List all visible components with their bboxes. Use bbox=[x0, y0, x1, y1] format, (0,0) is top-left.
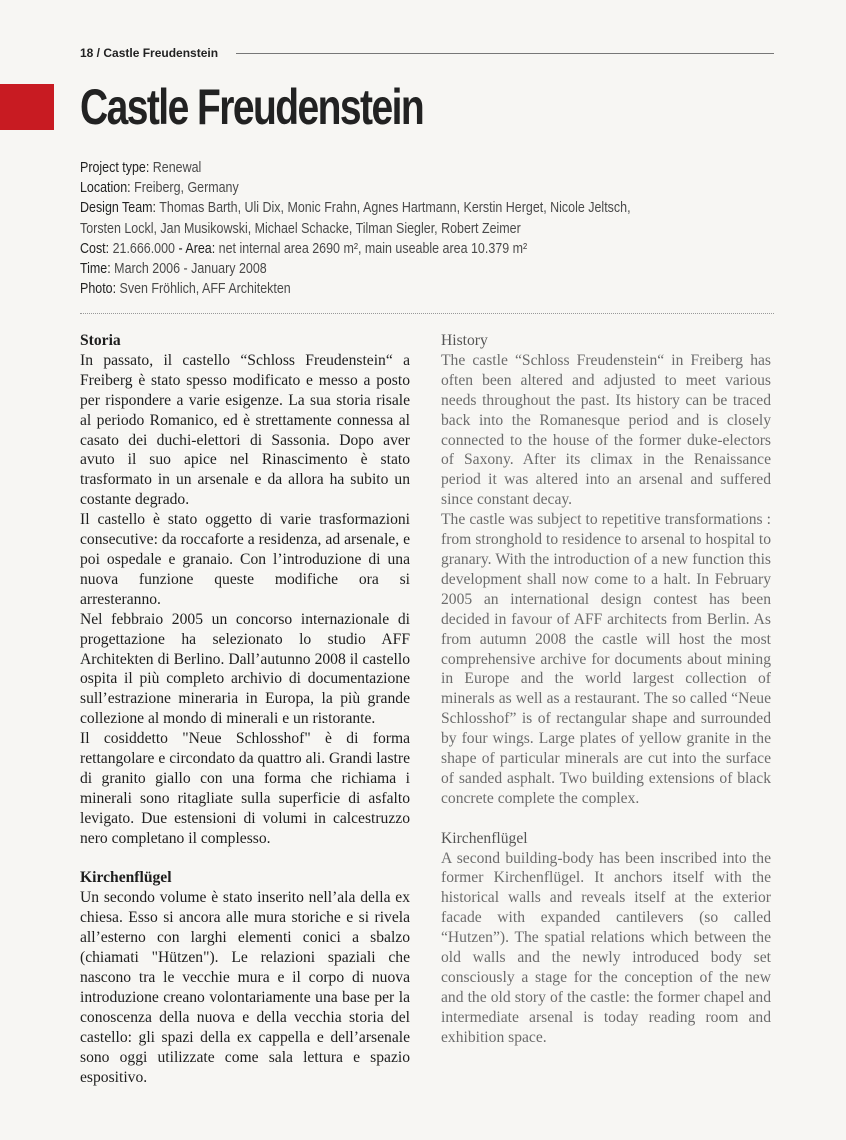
photo-line bbox=[80, 279, 734, 299]
page-label: 18 / Castle Freudenstein bbox=[80, 46, 219, 60]
page-title: Castle Freudenstein bbox=[80, 79, 424, 135]
design-team-line-2 bbox=[80, 219, 734, 239]
storia-paragraph-3: Nel febbraio 2005 un concorso internazionale di progettazione ha selezionato lo studio AFF Architekten di Berlino. Dall’autunno 2008 il castello ospita il più completo archivio di documentazione sull’estrazione mineraria in Europa, la più grande collezione al mondo di minerali e un ristorante. bbox=[80, 610, 410, 728]
storia-paragraph-2: Il castello è stato oggetto di varie trasformazioni consecutive: da roccaforte a residenza, ad arsenale, e poi ospedale e granaio. Con l’introduzione di una nuova funzione queste modifiche ora si arresteranno. bbox=[80, 511, 410, 608]
english-column bbox=[441, 331, 771, 1048]
design-team-value-2: Torsten Lockl, Jan Musikowski, Michael Schacke, Tilman Siegler, Robert Zeimer bbox=[80, 220, 521, 237]
time-label: Time: bbox=[80, 261, 111, 278]
design-team-value: Thomas Barth, Uli Dix, Monic Frahn, Agnes Hartmann, Kerstin Herget, Nicole Jeltsch, bbox=[159, 200, 631, 217]
red-section-marker bbox=[0, 84, 54, 130]
section-divider bbox=[80, 313, 774, 314]
area-label: - Area: bbox=[178, 240, 216, 257]
project-type-line bbox=[80, 158, 734, 178]
project-type-label: Project type: bbox=[80, 160, 150, 176]
history-paragraph-2: The castle was subject to repetitive transformations : from stronghold to residence to arsenal to hospital to granary. With the introduction of a new function this development shall now come to a halt. In February 2005 an international design contest has been decided in favour of AFF architects from Berlin. As from autumn 2008 the castle will host the most comprehensive archive for documents about mining in Europe and the world largest collection of minerals as well as a restaurant. The so called “Neue Schlosshof” is of rectangular shape and surrounded by four wings. Large plates of yellow granite in the shape of particular minerals are cut into the surface of sanded asphalt. Two building extensions of black concrete complete the complex. bbox=[441, 511, 771, 807]
area-value: net internal area 2690 m², main useable area 10.379 m² bbox=[218, 240, 528, 257]
kirchenfluegel-heading-en: Kirchenflügel bbox=[441, 829, 528, 847]
time-value: March 2006 - January 2008 bbox=[114, 261, 267, 278]
design-team-label: Design Team: bbox=[80, 200, 157, 217]
kirchenfluegel-paragraph-it: Un secondo volume è stato inserito nell’ala della ex chiesa. Esso si ancora alle mura storiche e si rivela all’esterno con larghi elementi conici a sbalzo (chiamati "Hützen"). Le relazioni spaziali che nascono tra le vecchie mura e il corpo di nuova introduzione creano volontariamente una base per la conoscenza della nuova e della vecchia storia del castello: gli spazi della ex cappella e dell’arsenale sono oggi utilizzate come sala lettura e spazio espositivo. bbox=[80, 889, 410, 1086]
kirchenfluegel-heading-it: Kirchenflügel bbox=[80, 869, 172, 887]
location-label: Location: bbox=[80, 180, 131, 197]
italian-column bbox=[80, 331, 410, 1087]
header-rule bbox=[236, 53, 774, 54]
design-team-line bbox=[80, 198, 734, 218]
photo-label: Photo: bbox=[80, 281, 117, 298]
project-type-value: Renewal bbox=[152, 160, 202, 176]
cost-area-line bbox=[80, 239, 734, 259]
photo-value: Sven Fröhlich, AFF Architekten bbox=[119, 281, 291, 298]
storia-heading: Storia bbox=[80, 332, 121, 349]
storia-paragraph-4: Il cosiddetto "Neue Schlosshof" è di forma rettangolare e circondato da quattro ali. Grandi lastre di granito giallo con una forma che richiama i minerali sono ritagliate sulla superficie di asfalto levigato. Due estensioni di volumi in calcestruzzo nero completano il complesso. bbox=[80, 730, 410, 847]
location-line bbox=[80, 178, 734, 198]
cost-value: 21.666.000 bbox=[112, 240, 175, 257]
location-value: Freiberg, Germany bbox=[134, 180, 239, 197]
storia-paragraph-1: In passato, il castello “Schloss Freudenstein“ a Freiberg è stato spesso modificato e messo a posto per rispondere a varie esigenze. La sua storia risale al periodo Romanico, ed è strettamente connessa al casato dei duchi-elettori di Sassonia. Dopo aver avuto il suo apice nel Rinascimento è stato trasformato in un arsenale e da allora ha subito un costante degrado. bbox=[80, 351, 410, 509]
history-paragraph-1: The castle “Schloss Freudenstein“ in Freiberg has often been altered and adjusted to meet various needs throughout the past. Its history can be traced back into the Romanesque period and is closely connected to the house of the former duke-electors of Saxony. After its climax in the Renaissance period it was altered into an arsenal and suffered since constant decay. bbox=[441, 351, 771, 509]
kirchenfluegel-paragraph-en: A second building-body has been inscribed into the former Kirchenflügel. It anchors itself with the historical walls and reveals itself at the exterior facade with expanded cantilevers (so called “Hutzen”). The spatial relations which between the old walls and the newly introduced body set consciously a stage for the conception of the new and the old story of the castle: the former chapel and intermediate arsenal is today reading room and exhibition space. bbox=[441, 849, 771, 1046]
history-heading: History bbox=[441, 332, 488, 349]
time-line bbox=[80, 259, 734, 279]
running-header bbox=[80, 46, 774, 60]
cost-label: Cost: bbox=[80, 240, 110, 257]
project-info bbox=[80, 158, 840, 299]
